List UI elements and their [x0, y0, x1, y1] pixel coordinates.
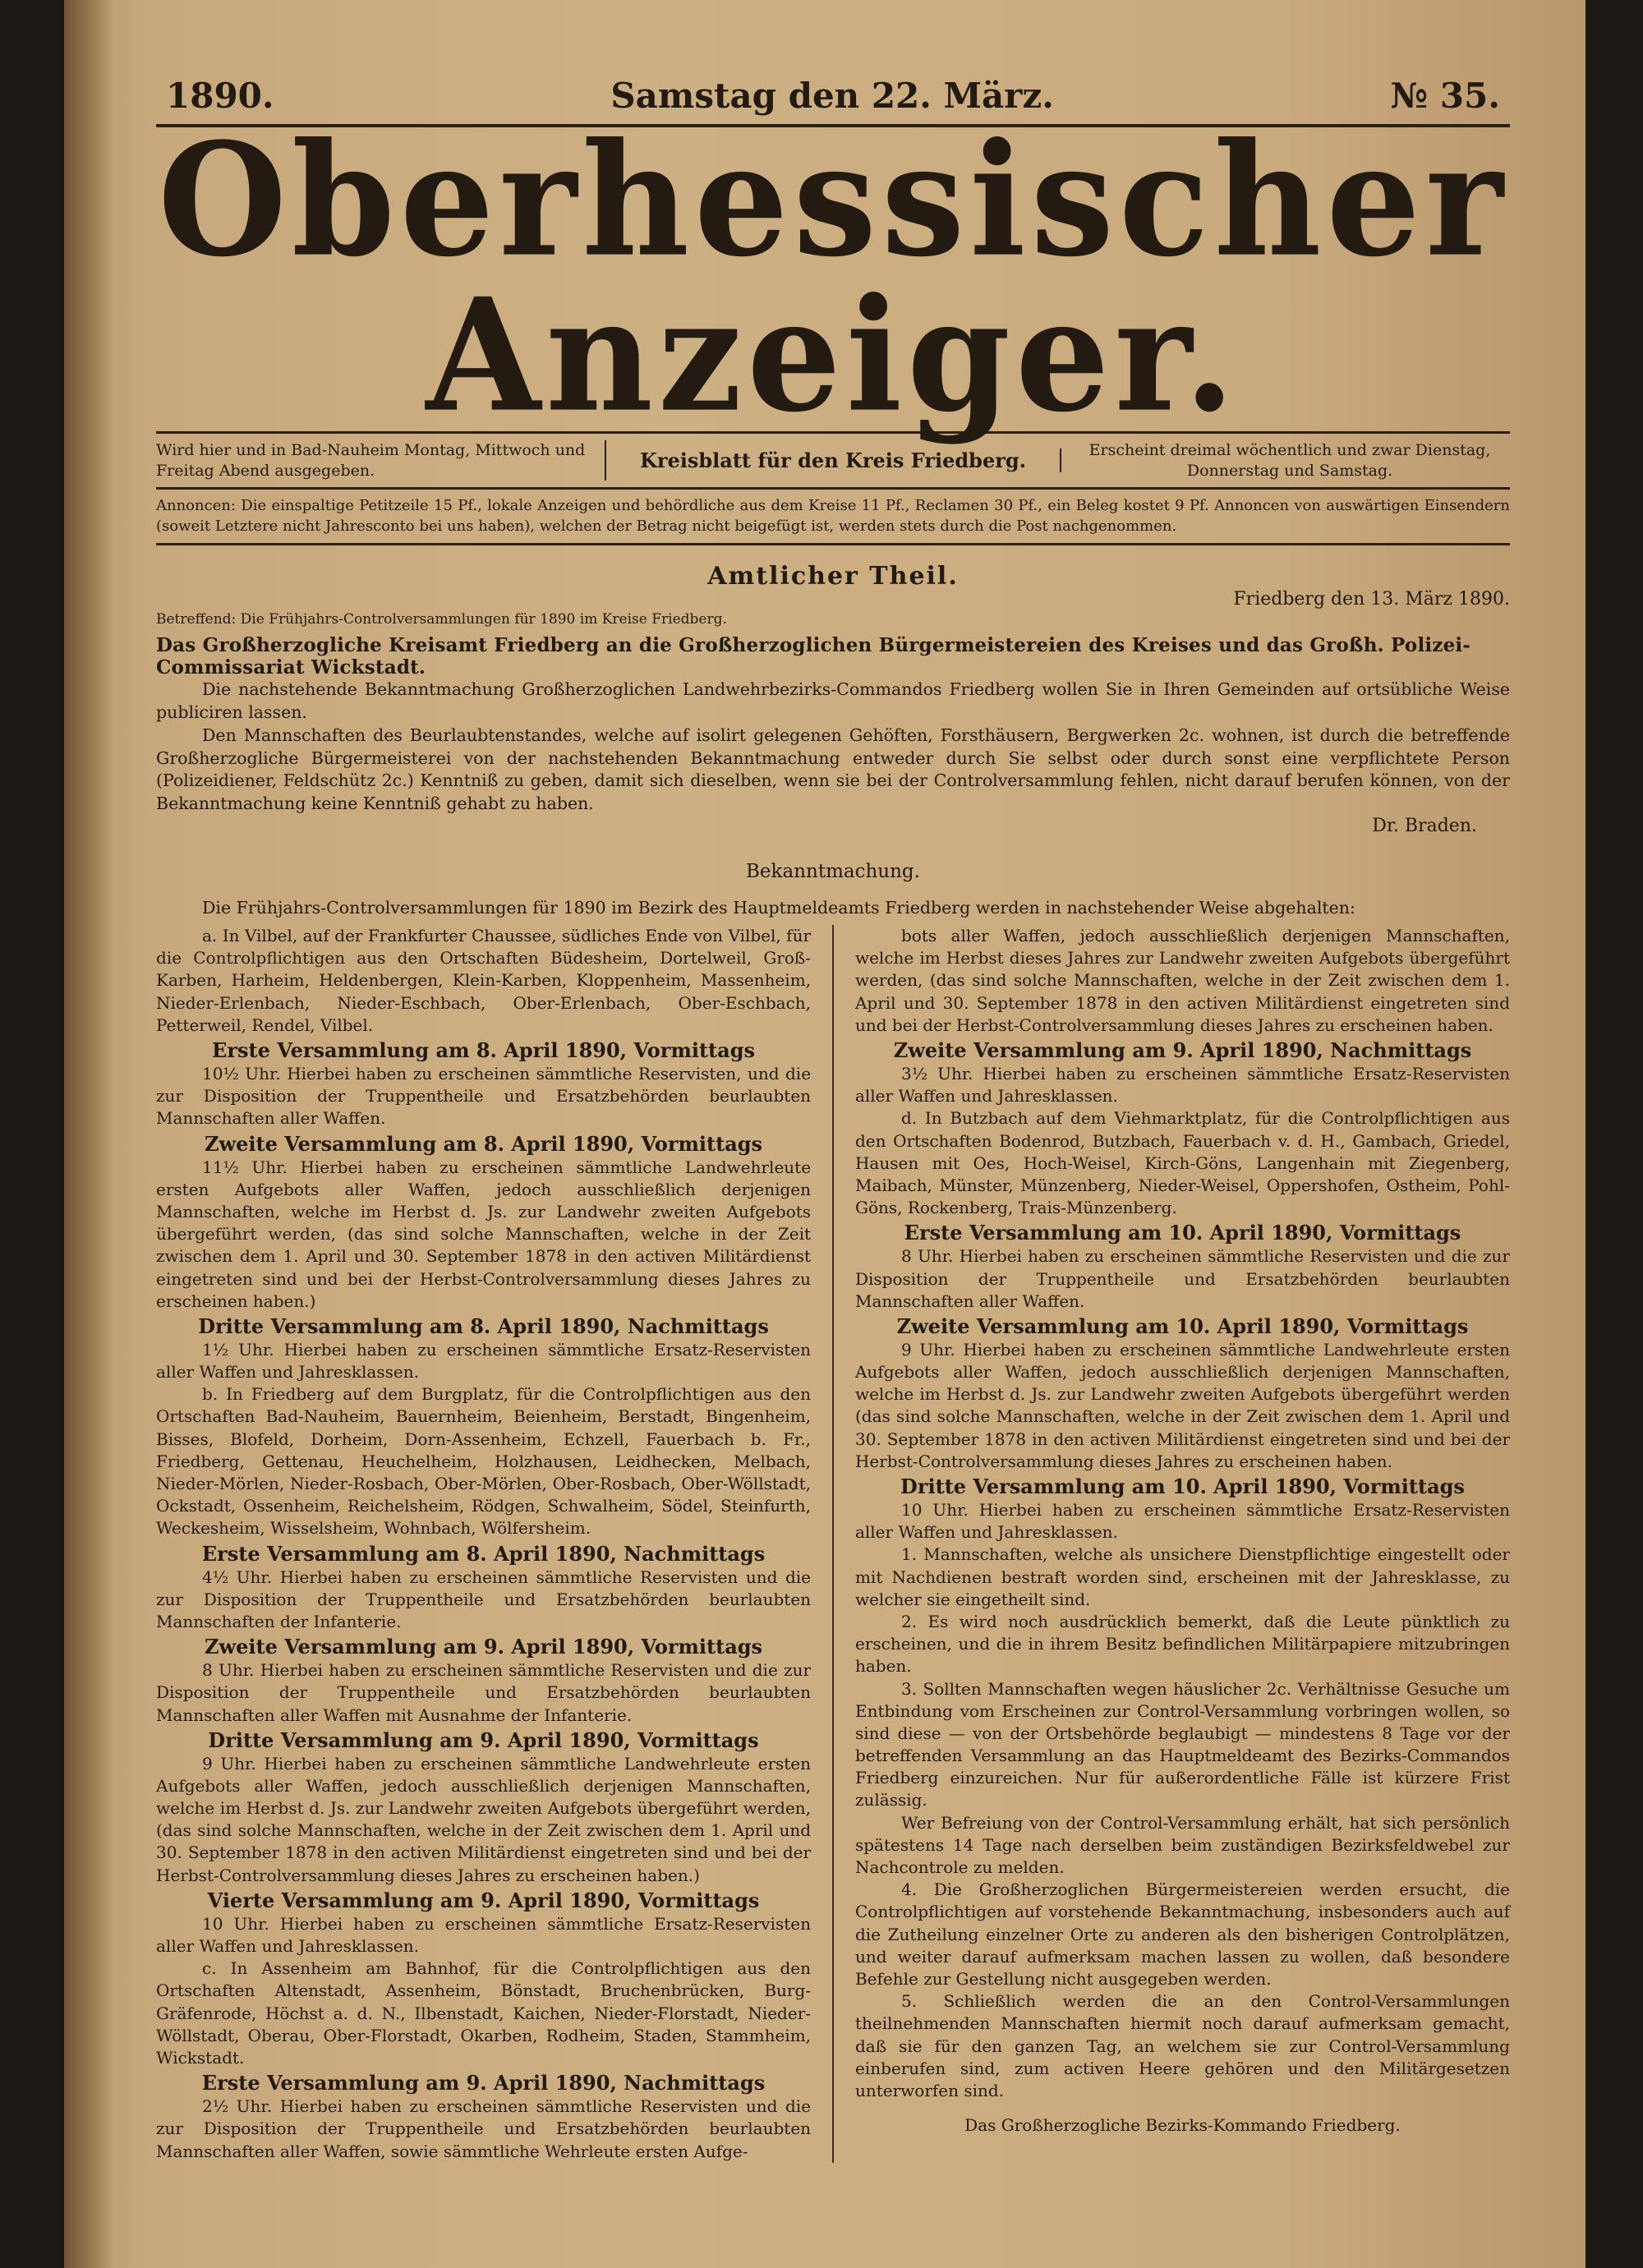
notice-columns: [156, 925, 1510, 2163]
notice-paragraph: 8 Uhr. Hierbei haben zu erscheinen sämmtliche Reservisten und die zur Disposition der Truppentheile und Ersatzbehörden beurlaubten Mannschaften aller Waffen.: [854, 1246, 1510, 1311]
notice-paragraph: 2½ Uhr. Hierbei haben zu erscheinen sämmtliche Reservisten und die zur Disposition der Truppentheile und Ersatzbehörden beurlaubten Mannschaften aller Waffen, sowie sämmtliche Wehrleute ersten Aufge-: [156, 2096, 812, 2161]
page-content: [156, 76, 1510, 2163]
notice-intro: Die Frühjahrs-Controlversammlungen für 1890 im Bezirk des Hauptmeldeamts Friedberg werden in nachstehender Weise abgehalten:: [202, 898, 1355, 918]
issue-number: № 35.: [1390, 76, 1500, 116]
newspaper-page: [64, 0, 1585, 2268]
meeting-heading: Erste Versammlung am 8. April 1890, Nachmittags: [201, 1541, 766, 1566]
meeting-heading: Zweite Versammlung am 9. April 1890, Vormittags: [204, 1635, 763, 1659]
column-divider: [832, 925, 834, 2163]
masthead-title: Oberhessischer Anzeiger.: [158, 109, 1508, 447]
meeting-heading: Erste Versammlung am 10. April 1890, Vormittags: [904, 1221, 1461, 1245]
notice-paragraph: d. In Butzbach auf dem Viehmarktplatz, für die Controlpflichtigen aus den Ortschaften Bodenrod, Butzbach, Fauerbach v. d. H., Gambach, Griedel, Hausen mit Oes, Hoch-Weisel, Kirch-Göns, Langenhain mit Ziegenberg, Maibach, Münster, Münzenberg, Nieder-Weisel, Oppershofen, Ostheim, Pohl-Göns, Rockenberg, Trais-Münzenberg.: [854, 1108, 1510, 1218]
signature: Dr. Braden.: [1372, 816, 1477, 837]
notice-paragraph: Wer Befreiung von der Control-Versammlung erhält, hat sich persönlich spätestens 14 Tage nach derselben beim zuständigen Bezirksfeldwebel zur Nachcontrole zu melden.: [854, 1812, 1510, 1878]
notice-paragraph: 9 Uhr. Hierbei haben zu erscheinen sämmtliche Landwehrleute ersten Aufgebots aller Waffen, jedoch ausschließlich derjenigen Mannschaften, welche im Herbst d. Js. zur Landwehr zweiten Aufgebots übergeführt werden (das sind solche Mannschaften, welche in der Zeit zwischen dem 1. April und 30. September 1878 in den activen Militärdienst eingetreten sind und bei der Herbst-Controlversammlung dieses Jahres zu erscheinen haben.: [854, 1339, 1510, 1471]
notice-paragraph: 3½ Uhr. Hierbei haben zu erscheinen sämmtliche Ersatz-Reservisten aller Waffen und Jahresklassen.: [854, 1064, 1510, 1106]
section-title: Amtlicher Theil.: [707, 561, 959, 591]
notice-paragraph: 1½ Uhr. Hierbei haben zu erscheinen sämmtliche Ersatz-Reservisten aller Waffen und Jahresklassen.: [156, 1339, 812, 1382]
binding-fold: [64, 0, 113, 2268]
right-column-body: [855, 925, 1510, 2102]
meeting-heading: Dritte Versammlung am 8. April 1890, Nachmittags: [198, 1313, 769, 1338]
notice-paragraph: 10½ Uhr. Hierbei haben zu erscheinen sämmtliche Reservisten, und die zur Disposition der Truppentheile und Ersatzbehörden beurlaubten Mannschaften aller Waffen.: [156, 1064, 812, 1129]
advert-prices: Annoncen: Die einspaltige Petitzeile 15 Pf., lokale Anzeigen und behördliche aus dem Kreise 11 Pf., Reclamen 30 Pf., ein Beleg kostet 9 Pf. Annoncen von auswärtigen Einsendern (soweit Letztere nicht Jahresconto bei uns haben), welchen der Betrag nicht beigefügt ist, werden stets durch die Post nachgenommen.: [156, 490, 1510, 545]
meeting-heading: Dritte Versammlung am 9. April 1890, Vormittags: [208, 1727, 759, 1752]
notice-paragraph: 9 Uhr. Hierbei haben zu erscheinen sämmtliche Landwehrleute ersten Aufgebots aller Waffen, jedoch ausschließlich derjenigen Mannschaften, welche im Herbst d. Js. zur Landwehr zweiten Aufgebots übergeführt werden, (das sind solche Mannschaften, welche in der Zeit zwischen dem 1. April und 30. September 1878 in den activen Militärdienst eingetreten sind und bei der Herbst-Controlversammlung dieses Jahres zu erscheinen haben.): [156, 1753, 812, 1885]
notice-paragraph: 4. Die Großherzoglichen Bürgermeistereien werden ersucht, die Controlpflichtigen auf vorstehende Bekanntmachung, insbesonders auch auf die Zutheilung einzelner Orte zu anderen als den bisherigen Controlplätzen, und weiter darauf aufmerksam machen lassen zu wollen, daß besondere Befehle zur Gestellung nicht ausgegeben werden.: [854, 1879, 1510, 1989]
issue-date: Samstag den 22. März.: [610, 76, 1054, 116]
year: 1890.: [166, 76, 274, 116]
meeting-heading: Dritte Versammlung am 10. April 1890, Vormittags: [900, 1474, 1465, 1499]
notice-paragraph: 3. Sollten Mannschaften wegen häuslicher 2c. Verhältnisse Gesuche um Entbindung vom Erscheinen zur Control-Versammlung vorbringen wollen, so sind diese — von der Ortsbehörde beglaubigt — mindestens 8 Tage vor der betreffenden Versammlung an das Hauptmeldeamt des Bezirks-Commandos Friedberg einzureichen. Nur für außerordentliche Fälle ist kürzere Frist zulässig.: [854, 1678, 1510, 1810]
notice-paragraph: 10 Uhr. Hierbei haben zu erscheinen sämmtliche Ersatz-Reservisten aller Waffen und Jahresklassen.: [854, 1500, 1510, 1543]
notice-paragraph: 2. Es wird noch ausdrücklich bemerkt, daß die Leute pünktlich zu erscheinen, und die in ihrem Besitz befindlichen Militärpapiere mitzubringen haben.: [854, 1611, 1510, 1677]
place-date: Friedberg den 13. März 1890.: [1233, 588, 1510, 610]
notice-paragraph: 5. Schließlich werden die an den Control-Versammlungen theilnehmenden Mannschaften hiermit noch darauf aufmerksam gemacht, daß sie für den ganzen Tag, an welchem sie zur Control-Versammlung einberufen sind, zum activen Heere gehören und den Militärgesetzen unterworfen sind.: [854, 1991, 1510, 2100]
meeting-heading: Erste Versammlung am 9. April 1890, Nachmittags: [201, 2071, 766, 2095]
notice-paragraph: c. In Assenheim am Bahnhof, für die Controlpflichtigen aus den Ortschaften Altenstadt, Assenheim, Bönstadt, Bruchenbrücken, Burg-Gräfenrode, Höchst a. d. N., Ilbenstadt, Kaichen, Nieder-Florstadt, Nieder-Wöllstadt, Oberau, Ober-Florstadt, Okarben, Rodheim, Staden, Stammheim, Wickstadt.: [156, 1958, 812, 2068]
closing-signature: Das Großherzogliche Bezirks-Kommando Friedberg.: [964, 2115, 1401, 2136]
notice-paragraph: b. In Friedberg auf dem Burgplatz, für die Controlpflichtigen aus den Ortschaften Bad-Nauheim, Bauernheim, Beienheim, Berstadt, Bingenheim, Bisses, Blofeld, Dorheim, Dorn-Assenheim, Echzell, Fauerbach b. Fr., Friedberg, Gettenau, Heuchelheim, Holzhausen, Leidhecken, Melbach, Nieder-Mörlen, Nieder-Rosbach, Ober-Mörlen, Ober-Rosbach, Ober-Wöllstadt, Ockstadt, Ossenheim, Reichelsheim, Rödgen, Schwalheim, Södel, Steinfurth, Weckesheim, Wisselsheim, Wohnbach, Wölfersheim.: [156, 1384, 812, 1539]
notice-paragraph: bots aller Waffen, jedoch ausschließlich derjenigen Mannschaften, welche im Herbst dieses Jahres zur Landwehr zweiten Aufgebots übergeführt werden, (das sind solche Mannschaften, welche in der Zeit zwischen dem 1. April und 30. September 1878 in den activen Militärdienst eingetreten sind und bei der Herbst-Controlversammlung dieses Jahres zu erscheinen haben.: [854, 926, 1510, 1035]
meeting-heading: Erste Versammlung am 8. April 1890, Vormittags: [212, 1038, 755, 1063]
right-column: [855, 925, 1510, 2163]
subject-line: Betreffend: Die Frühjahrs-Controlversammlungen für 1890 im Kreise Friedberg.: [156, 610, 727, 628]
notice-title: Bekanntmachung.: [746, 861, 920, 883]
publication-days: Wird hier und in Bad-Nauheim Montag, Mittwoch und Freitag Abend ausgegeben.: [156, 440, 606, 481]
notice-paragraph: 4½ Uhr. Hierbei haben zu erscheinen sämmtliche Reservisten und die zur Disposition der Truppentheile und Ersatzbehörden beurlaubten Mannschaften der Infanterie.: [156, 1566, 812, 1631]
meeting-heading: Zweite Versammlung am 9. April 1890, Nachmittags: [893, 1038, 1472, 1063]
paragraph-2: Den Mannschaften des Beurlaubtenstandes, welche auf isolirt gelegenen Gehöften, Forsthäusern, Bergwerken 2c. wohnen, ist durch die betreffende Großherzogliche Bürgermeisterei von der nachstehenden Bekanntmachung entweder durch Sie selbst oder durch sonst eine verpflichtete Person (Polizeidiener, Feldschütz 2c.) Kenntniß zu geben, damit sich dieselben, wenn sie bei der Controlversammlung fehlen, nicht darauf berufen können, von der Bekanntmachung keine Kenntniß gehabt zu haben.: [156, 725, 1510, 814]
meeting-heading: Zweite Versammlung am 10. April 1890, Vormittags: [896, 1313, 1469, 1338]
meeting-heading: Vierte Versammlung am 9. April 1890, Vormittags: [207, 1888, 760, 1912]
notice-paragraph: 11½ Uhr. Hierbei haben zu erscheinen sämmtliche Landwehrleute ersten Aufgebots aller Waffen, jedoch ausschließlich derjenigen Mannschaften, welche im Herbst d. Js. zur Landwehr zweiten Aufgebots übergeführt werden, (das sind solche Mannschaften, welche in der Zeit zwischen dem 1. April und 30. September 1878 in den activen Militärdienst eingetreten sind und bei der Herbst-Controlversammlung dieses Jahres zu erscheinen haben.): [156, 1157, 812, 1311]
kreisblatt-label: Kreisblatt für den Kreis Friedberg.: [606, 449, 1061, 472]
notice-paragraph: a. In Vilbel, auf der Frankfurter Chaussee, südliches Ende von Vilbel, für die Controlpflichtigen aus den Ortschaften Büdesheim, Dortelweil, Groß-Karben, Harheim, Heldenbergen, Klein-Karben, Kloppenheim, Massenheim, Nieder-Erlenbach, Nieder-Eschbach, Ober-Erlenbach, Ober-Eschbach, Petterweil, Rendel, Vilbel.: [156, 926, 812, 1035]
meeting-heading: Zweite Versammlung am 8. April 1890, Vormittags: [204, 1131, 763, 1156]
notice-paragraph: 8 Uhr. Hierbei haben zu erscheinen sämmtliche Reservisten und die zur Disposition der Truppentheile und Ersatzbehörden beurlaubten Mannschaften aller Waffen mit Ausnahme der Infanterie.: [156, 1660, 812, 1725]
notice-paragraph: 1. Mannschaften, welche als unsichere Dienstpflichtige eingestellt oder mit Nachdienen bestraft worden sind, erscheinen mit der Jahresklasse, zu welcher sie eingetheilt sind.: [854, 1544, 1510, 1609]
notice-paragraph: 10 Uhr. Hierbei haben zu erscheinen sämmtliche Ersatz-Reservisten aller Waffen und Jahresklassen.: [156, 1913, 812, 1957]
frequency-note: Erscheint dreimal wöchentlich und zwar Dienstag, Donnerstag und Samstag.: [1088, 441, 1491, 480]
paragraph-1: Die nachstehende Bekanntmachung Großherzoglichen Landwehrbezirks-Commandos Friedberg wollen Sie in Ihren Gemeinden auf ortsübliche Weise publiciren lassen.: [156, 679, 1510, 722]
address-line: Das Großherzogliche Kreisamt Friedberg an die Großherzoglichen Bürgermeistereien des Kreises und das Großh. Polizei-Commissariat Wickstadt.: [156, 633, 1471, 679]
left-column: [156, 925, 811, 2163]
